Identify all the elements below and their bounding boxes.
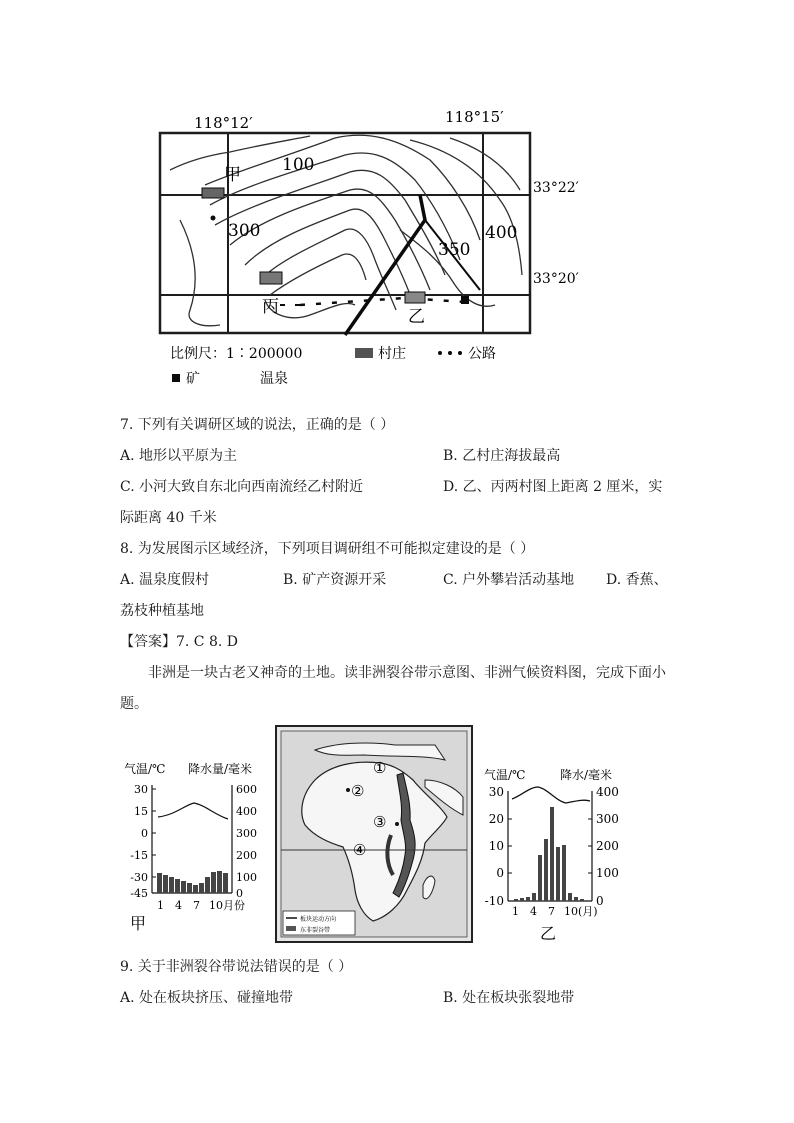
lon-right-label: 118°15′ — [445, 108, 504, 126]
jia-right-tick: 0 — [236, 887, 243, 900]
jia-temp-label: 气温/℃ — [124, 762, 166, 776]
intro-text: 非洲是一块古老又神奇的土地。读非洲裂谷带示意图、非洲气候资料图，完成下面小 — [148, 665, 666, 681]
lat-top-label: 33°22′ — [533, 180, 579, 196]
lat-bottom-label: 33°20′ — [533, 271, 579, 287]
legend-village-swatch — [355, 348, 373, 358]
legend-plate-motion: 板块运动方向 — [300, 916, 337, 923]
q8-stem: 8. 为发展图示区域经济，下列项目调研组不可能拟定建设的是（ ） — [120, 541, 535, 557]
jia-right-tick: 200 — [236, 849, 257, 862]
q8-option-d-continued: 荔枝种植基地 — [120, 603, 204, 619]
q7-option-b: B. 乙村庄海拔最高 — [443, 448, 561, 464]
legend-road: 公路 — [468, 346, 496, 362]
jia-x-tick: 4 — [175, 899, 182, 912]
legend-spring: 温泉 — [260, 371, 288, 387]
jia-left-tick: -45 — [130, 887, 148, 900]
yi-x-tick: (月) — [578, 905, 598, 918]
africa-rift-map — [275, 725, 473, 943]
yi-right-tick: 300 — [596, 812, 619, 826]
yi-right-tick: 0 — [596, 894, 604, 908]
yi-temperature-line — [512, 787, 590, 803]
jia-x-tick: 7 — [193, 899, 200, 912]
q8-option-b: B. 矿产资源开采 — [283, 572, 387, 588]
intro-text-continued: 题。 — [120, 696, 148, 712]
yi-right-tick: 200 — [596, 839, 619, 853]
yi-x-tick: 1 — [512, 905, 519, 918]
village-yi-marker — [405, 292, 425, 303]
q9-option-b: B. 处在板块张裂地带 — [443, 990, 575, 1006]
jia-x-tick: 10 — [209, 899, 223, 912]
topographic-map — [150, 100, 579, 410]
q9-option-a: A. 处在板块挤压、碰撞地带 — [120, 990, 294, 1006]
q7-option-d: D. 乙、丙两村图上距离 2 厘米，实 — [443, 479, 663, 495]
village-bing-label: 丙 — [262, 297, 279, 317]
jia-precip-label: 降水量/毫米 — [188, 762, 253, 776]
q7-option-a: A. 地形以平原为主 — [120, 448, 238, 464]
jia-left-tick: -15 — [130, 849, 148, 862]
yi-left-tick: 30 — [488, 785, 504, 799]
jia-x-tick: 月份 — [223, 899, 245, 912]
legend-scale: 比例尺：1∶200000 — [170, 346, 303, 362]
contour-400-label: 400 — [485, 223, 518, 243]
q8-option-a: A. 温泉度假村 — [120, 572, 210, 588]
contour-350-label: 350 — [438, 240, 471, 260]
answer-line: 【答案】7. C 8. D — [120, 634, 239, 650]
q9-stem: 9. 关于非洲裂谷带说法错误的是（ ） — [120, 959, 353, 975]
q8-option-c: C. 户外攀岩活动基地 — [443, 572, 575, 588]
legend-rift: 东非裂谷带 — [300, 927, 331, 934]
yi-left-tick: 20 — [488, 812, 504, 826]
yi-left-tick: 10 — [488, 839, 504, 853]
yi-x-tick: 10 — [564, 905, 578, 918]
contour-300-label: 300 — [228, 221, 261, 241]
village-yi-label: 乙 — [408, 307, 425, 327]
marker-3: ③ — [373, 813, 387, 831]
yi-precip-bars — [514, 807, 584, 901]
jia-x-tick: 1 — [157, 899, 164, 912]
marker-1: ① — [373, 759, 387, 777]
contour-lines — [170, 135, 522, 326]
legend-road-swatch — [438, 351, 462, 355]
lon-left-label: 118°12′ — [194, 114, 253, 132]
village-bing-marker — [260, 272, 282, 284]
contour-100-label: 100 — [282, 155, 315, 175]
spring-marker — [211, 216, 216, 221]
legend-village: 村庄 — [378, 346, 406, 362]
village-jia-label: 甲 — [224, 165, 241, 185]
road — [300, 298, 465, 305]
jia-right-tick: 600 — [236, 783, 257, 796]
jia-precip-bars — [157, 871, 228, 893]
jia-right-tick: 100 — [236, 871, 257, 884]
yi-left-tick: 0 — [496, 866, 504, 880]
jia-right-tick: 400 — [236, 805, 257, 818]
marker-2: ② — [351, 782, 365, 800]
yi-left-tick: -10 — [484, 894, 504, 908]
yi-x-tick: 7 — [548, 905, 555, 918]
jia-left-tick: 0 — [141, 827, 148, 840]
climate-chart-jia — [120, 755, 270, 935]
legend-mine: 矿 — [186, 371, 200, 387]
yi-caption: 乙 — [540, 924, 557, 943]
q7-option-d-continued: 际距离 40 千米 — [120, 510, 217, 526]
yi-right-tick: 400 — [596, 785, 619, 799]
yi-precip-label: 降水/毫米 — [560, 768, 613, 782]
yi-right-tick: 100 — [596, 866, 619, 880]
jia-left-tick: 15 — [134, 805, 148, 818]
yi-temp-label: 气温/℃ — [484, 768, 526, 782]
q7-option-c: C. 小河大致自东北向西南流经乙村附近 — [120, 479, 364, 495]
q7-stem: 7. 下列有关调研区域的说法，正确的是（ ） — [120, 417, 395, 433]
jia-caption: 甲 — [130, 914, 147, 933]
yi-x-tick: 4 — [530, 905, 537, 918]
jia-temperature-line — [158, 803, 228, 819]
mine-marker — [461, 296, 469, 304]
q8-option-d: D. 香蕉、 — [606, 572, 668, 588]
marker-4: ④ — [353, 841, 367, 859]
legend-mine-swatch — [172, 374, 180, 382]
jia-left-tick: 30 — [134, 783, 148, 796]
jia-left-tick: -30 — [130, 871, 148, 884]
jia-right-tick: 300 — [236, 827, 257, 840]
climate-chart-yi — [476, 765, 646, 945]
village-jia-marker — [202, 188, 224, 198]
